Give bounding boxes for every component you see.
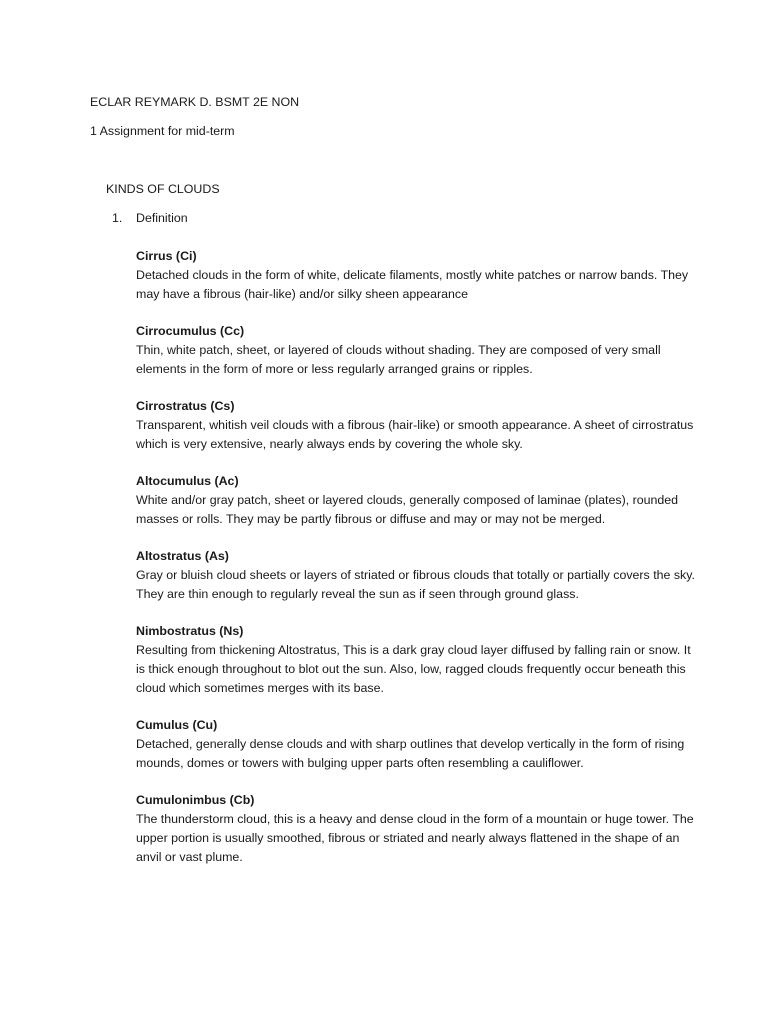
entry-title: Altocumulus (Ac): [136, 474, 239, 488]
entry-title: Nimbostratus (Ns): [136, 624, 244, 638]
entry-description: White and/or gray patch, sheet or layered clouds, generally composed of laminae (plates), rounded masses or rolls. They may be partly fibrous or diffuse and may or may not be merged.: [136, 493, 679, 526]
cloud-entry-cumulus: [136, 716, 696, 773]
entry-title: Cumulus (Cu): [136, 718, 218, 732]
cloud-entry-nimbostratus: [136, 622, 696, 698]
cloud-entry-cirrostratus: [136, 397, 696, 454]
entry-description: Detached clouds in the form of white, delicate filaments, mostly white patches or narrow bands. They may have a fibrous (hair-like) and/or silky sheen appearance: [136, 268, 689, 301]
entry-title: Cirrus (Ci): [136, 249, 197, 263]
list-label: Definition: [136, 211, 188, 225]
cloud-definitions: [136, 247, 696, 885]
section-title: KINDS OF CLOUDS: [106, 182, 220, 196]
entry-title: Altostratus (As): [136, 549, 229, 563]
entry-description: Detached, generally dense clouds and with sharp outlines that develop vertically in the form of rising mounds, domes or towers with bulging upper parts often resembling a cauliflower.: [136, 737, 685, 770]
list-number: 1.: [112, 211, 123, 225]
entry-description: Thin, white patch, sheet, or layered of clouds without shading. They are composed of very small elements in the form of more or less regularly arranged grains or ripples.: [136, 343, 661, 376]
entry-title: Cirrocumulus (Cc): [136, 324, 245, 338]
cloud-entry-altocumulus: [136, 472, 696, 529]
entry-title: Cirrostratus (Cs): [136, 399, 235, 413]
entry-title: Cumulonimbus (Cb): [136, 793, 255, 807]
entry-description: Gray or bluish cloud sheets or layers of striated or fibrous clouds that totally or partially covers the sky. They are thin enough to regularly reveal the sun as if seen through ground glass.: [136, 568, 695, 601]
cloud-entry-cumulonimbus: [136, 791, 696, 867]
author-line: ECLAR REYMARK D. BSMT 2E NON: [90, 95, 300, 109]
entry-description: The thunderstorm cloud, this is a heavy and dense cloud in the form of a mountain or huge tower. The upper portion is usually smoothed, fibrous or striated and nearly always flattened in the shape of an anvil or vast plume.: [136, 812, 694, 864]
cloud-entry-cirrocumulus: [136, 322, 696, 379]
assignment-line: 1 Assignment for mid-term: [90, 124, 235, 138]
entry-description: Transparent, whitish veil clouds with a fibrous (hair-like) or smooth appearance. A sheet of cirrostratus which is very extensive, nearly always ends by covering the whole sky.: [136, 418, 694, 451]
entry-description: Resulting from thickening Altostratus, This is a dark gray cloud layer diffused by falling rain or snow. It is thick enough throughout to blot out the sun. Also, low, ragged clouds frequently occur beneath this cloud which sometimes merges with its base.: [136, 643, 691, 695]
cloud-entry-cirrus: [136, 247, 696, 304]
cloud-entry-altostratus: [136, 547, 696, 604]
